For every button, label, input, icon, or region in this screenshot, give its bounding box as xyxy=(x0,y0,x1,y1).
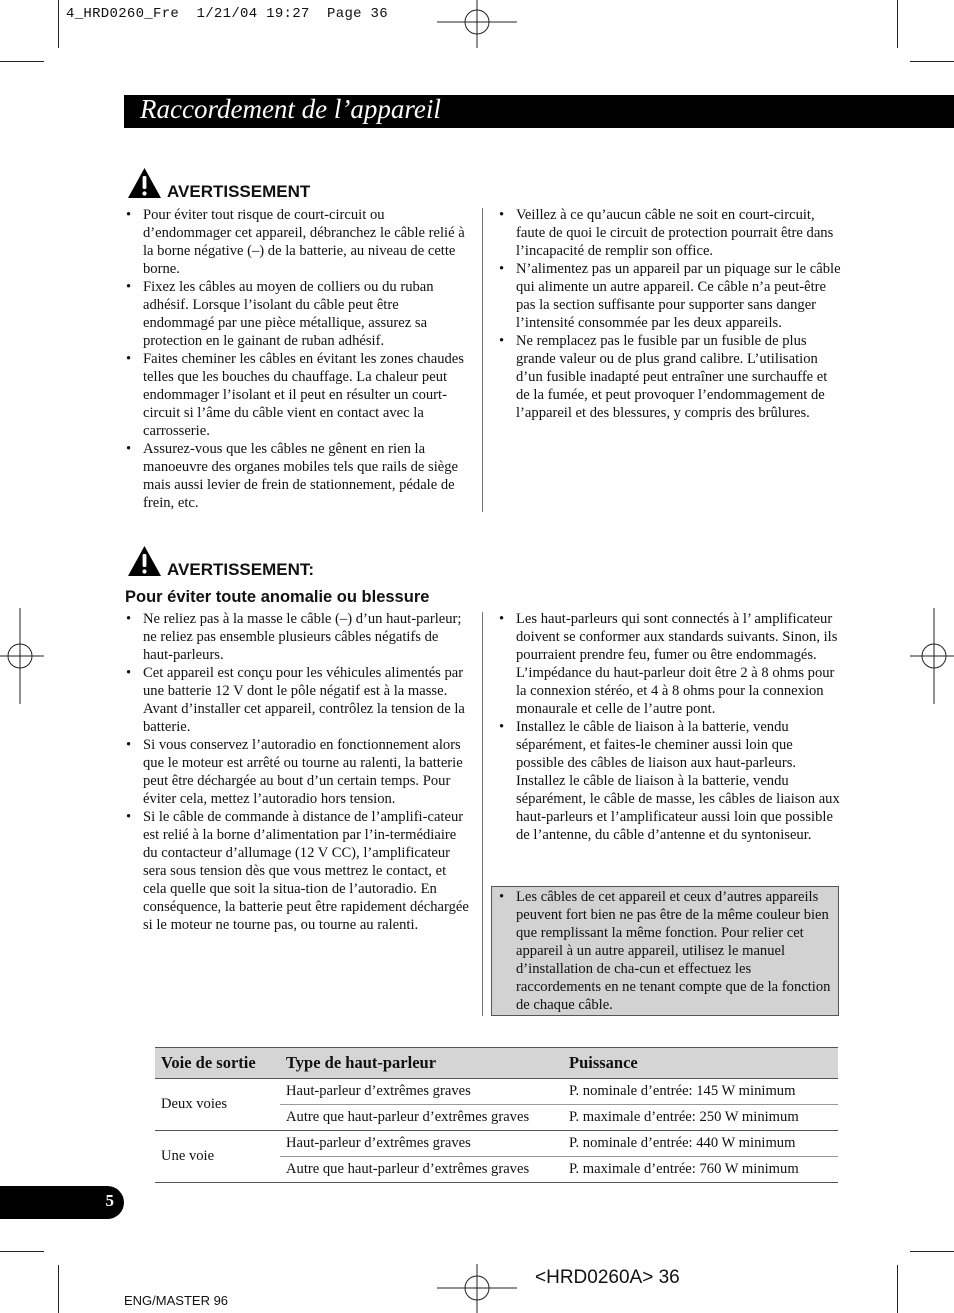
warning2-right-list xyxy=(497,610,841,844)
crop-mark xyxy=(0,61,44,62)
table-cell: Une voie xyxy=(155,1131,280,1183)
warning1-right-list xyxy=(497,206,841,422)
warning-subheading: Pour éviter toute anomalie ou blessure xyxy=(125,588,430,606)
list-item: • Cet appareil est conçu pour les véhicules alimentés par une batterie 12 V dont le pôle négatif est à la masse. Avant d’installer cet appareil, contrôlez la tension de la batterie. xyxy=(124,664,470,736)
crop-mark xyxy=(0,1251,44,1252)
warning-triangle-icon xyxy=(127,167,162,199)
table-row xyxy=(155,1079,838,1105)
column-divider xyxy=(482,612,483,1016)
page-number-tab xyxy=(0,1186,124,1219)
registration-mark-icon xyxy=(906,608,954,704)
table-header: Puissance xyxy=(563,1048,838,1079)
table-cell: P. maximale d’entrée: 760 W minimum xyxy=(563,1157,838,1183)
page-number: 5 xyxy=(105,1191,114,1210)
table-cell: Deux voies xyxy=(155,1079,280,1131)
registration-mark-icon xyxy=(0,608,50,704)
list-item: • Ne reliez pas à la masse le câble (–) d’un haut-parleur; ne reliez pas ensemble plusieurs câbles négatifs de haut-parleurs. xyxy=(124,610,470,664)
table-header: Voie de sortie xyxy=(155,1048,280,1079)
crop-mark xyxy=(910,1251,954,1252)
list-item: • Assurez-vous que les câbles ne gênent en rien la manoeuvre des organes mobiles tels que rails de siège mais aussi levier de frein de stationnement, pédale de frein, etc. xyxy=(124,440,470,512)
registration-mark-icon xyxy=(429,1262,525,1313)
list-item: • Fixez les câbles au moyen de colliers ou du ruban adhésif. Lorsque l’isolant du câble peut être endommagé par une pièce métallique, assurez sa protection en le gainant de ruban adhésif. xyxy=(124,278,470,350)
warning1-left-list xyxy=(124,206,470,512)
table-cell: Autre que haut-parleur d’extrêmes graves xyxy=(280,1105,563,1131)
table-cell: Autre que haut-parleur d’extrêmes graves xyxy=(280,1157,563,1183)
table-cell: P. maximale d’entrée: 250 W minimum xyxy=(563,1105,838,1131)
warning-heading: AVERTISSEMENT: xyxy=(167,560,315,579)
crop-mark xyxy=(910,61,954,62)
note-text: • Les câbles de cet appareil et ceux d’autres appareils peuvent fort bien ne pas être de la même couleur bien que remplissant la même fonction. Pour relier cet appareil à un autre appareil, utilisez le manuel d’installation de cha-cun et effectuez les raccordements en ne tenant compte que de la fonction de chaque câble. xyxy=(497,888,833,1014)
list-item: • Faites cheminer les câbles en évitant les zones chaudes telles que les bouches du chauffage. La chaleur peut endommager l’isolant et il peut en résulter un court-circuit si l’âme du câble vient en contact avec la carrosserie. xyxy=(124,350,470,440)
column-divider xyxy=(482,208,483,512)
table-row xyxy=(155,1131,838,1157)
list-item: • Si vous conservez l’autoradio en fonctionnement alors que le moteur est arrêté ou tourne au ralenti, la batterie peut être déchargée au bout d’un certain temps. Pour éviter cela, mettez l’autoradio hors tension. xyxy=(124,736,470,808)
warning2-left-list xyxy=(124,610,470,934)
page-title: Raccordement de l’appareil xyxy=(140,94,441,124)
list-item: • Les haut-parleurs qui sont connectés à l’ amplificateur doivent se conformer aux standards suivants. Sinon, ils pourraient prendre feu, fumer ou être endommagés. L’impédance du haut-parleur doit être 2 à 8 ohms pour la connexion stéréo, et 4 à 8 ohms pour la connexion monaurale et celle de l’autre pont. xyxy=(497,610,841,718)
list-item: • Installez le câble de liaison à la batterie, vendu séparément, et faites-le cheminer aussi loin que possible des câbles de liaison aux haut-parleurs. Installez le câble de liaison à la batterie, vendu séparément, le câble de masse, les câbles de liaison aux haut-parleurs et l’amplificateur aussi loin que possible de l’antenne, du câble d’antenne et du syntoniseur. xyxy=(497,718,841,844)
model-code: <HRD0260A> 36 xyxy=(535,1267,680,1288)
warning-triangle-icon xyxy=(127,545,162,577)
list-item: • Veillez à ce qu’aucun câble ne soit en court-circuit, faute de quoi le circuit de protection pourrait être dans l’incapacité de remplir son office. xyxy=(497,206,841,260)
crop-mark xyxy=(897,0,898,48)
master-label: ENG/MASTER 96 xyxy=(124,1293,229,1308)
speaker-spec-table xyxy=(155,1047,838,1183)
list-item: • Si le câble de commande à distance de l’amplifi-cateur est relié à la borne d’alimentation par l’in-termédiaire du contacteur d’allumage (12 V CC), l’amplificateur sera sous tension dès que vous mettrez le contact, et cela quelle que soit la situa-tion de l’autoradio. En conséquence, la batterie peut être rapidement déchargée si le moteur ne tourne pas, ou tourne au ralenti. xyxy=(124,808,470,934)
warning-heading: AVERTISSEMENT xyxy=(167,182,311,201)
registration-mark-icon xyxy=(429,0,525,50)
list-item: • Ne remplacez pas le fusible par un fusible de plus grande valeur ou de plus grand calibre. L’utilisation d’un fusible inadapté peut entraîner une surchauffe et de la fumée, et peut provoquer l’endommagement de l’appareil et des blessures, y compris des brûlures. xyxy=(497,332,841,422)
crop-mark xyxy=(58,1265,59,1313)
print-slug: 4_HRD0260_Fre 1/21/04 19:27 Page 36 xyxy=(66,6,388,22)
note-list xyxy=(497,888,833,1014)
crop-mark xyxy=(897,1265,898,1313)
table-cell: P. nominale d’entrée: 440 W minimum xyxy=(563,1131,838,1157)
list-item: • Pour éviter tout risque de court-circuit ou d’endommager cet appareil, débranchez le câble relié à la borne négative (–) de la batterie, au niveau de cette borne. xyxy=(124,206,470,278)
table-cell: P. nominale d’entrée: 145 W minimum xyxy=(563,1079,838,1105)
section-title-bar xyxy=(124,95,954,128)
crop-mark xyxy=(58,0,59,48)
list-item: • N’alimentez pas un appareil par un piquage sur le câble qui alimente un autre appareil. Ce câble n’a peut-être pas la section suffisante pour supporter sans danger l’intensité consommée par les deux appareils. xyxy=(497,260,841,332)
table-cell: Haut-parleur d’extrêmes graves xyxy=(280,1131,563,1157)
table-header: Type de haut-parleur xyxy=(280,1048,563,1079)
table-cell: Haut-parleur d’extrêmes graves xyxy=(280,1079,563,1105)
